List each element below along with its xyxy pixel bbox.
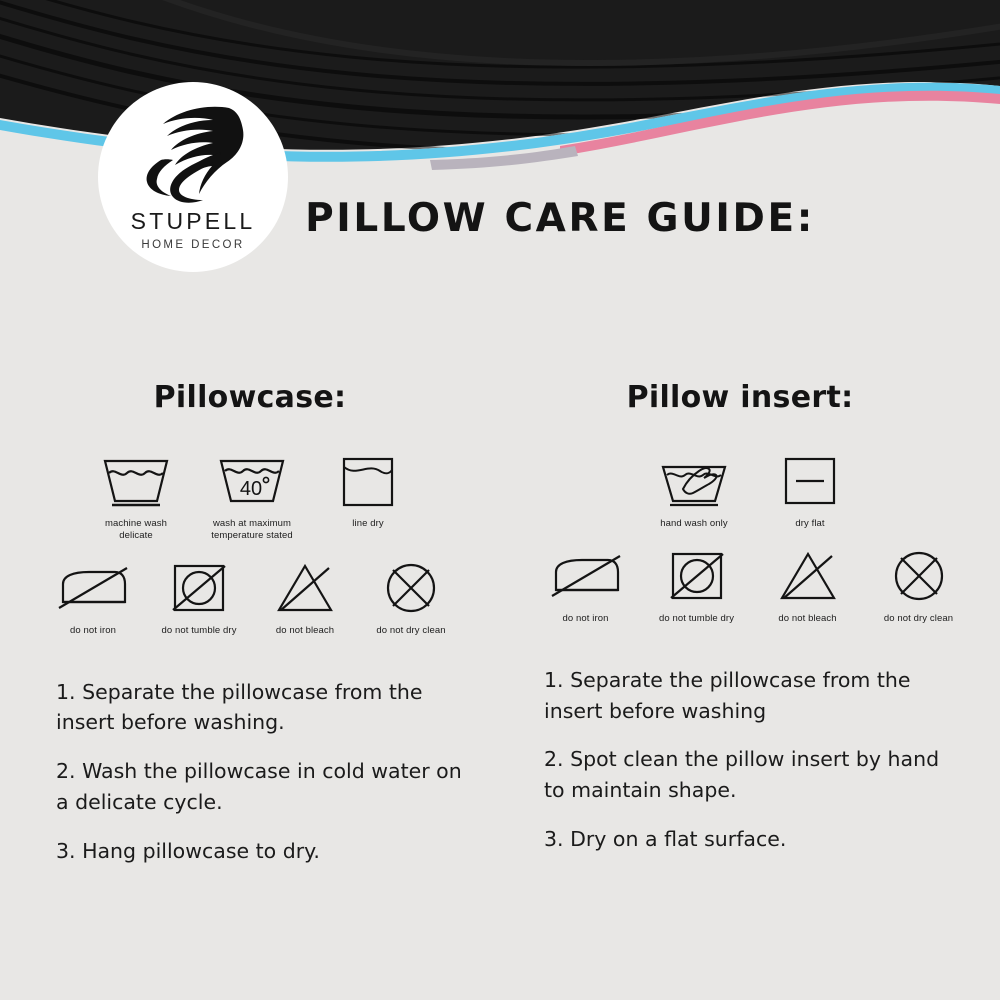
- caption-hand-wash-only: hand wash only: [660, 518, 728, 529]
- caption-do-not-tumble-dry-left: do not tumble dry: [161, 624, 237, 636]
- caption-do-not-bleach-left: do not bleach: [275, 624, 335, 636]
- do-not-bleach-icon: [776, 546, 840, 606]
- dry-flat-icon: [780, 451, 840, 511]
- instruction-item: 1. Separate the pillowcase from the insert before washing: [544, 667, 911, 723]
- caption-do-not-iron-left: do not iron: [70, 624, 116, 636]
- stupell-swirl-logo-icon: [133, 102, 253, 206]
- symbol-do-not-tumble-dry-left: [156, 558, 242, 637]
- symbol-hand-wash-only: [646, 451, 742, 530]
- do-not-iron-icon: [55, 558, 131, 618]
- instruction-item: 2. Spot clean the pillow insert by hand to maintain shape.: [544, 747, 940, 802]
- caption-do-not-tumble-dry-right: do not tumble dry: [658, 612, 735, 624]
- instruction-item: 3. Dry on a flat surface.: [544, 826, 787, 851]
- caption-do-not-bleach-right: do not bleach: [778, 612, 837, 624]
- machine-wash-delicate-icon: [99, 451, 173, 511]
- caption-line-dry: line dry: [352, 518, 384, 529]
- caption-dry-flat: dry flat: [795, 518, 825, 529]
- column-title-pillowcase: Pillowcase:: [153, 380, 347, 415]
- symbol-do-not-bleach-right: [762, 546, 853, 625]
- brand-name: STUPELL: [130, 208, 256, 234]
- caption-do-not-iron-right: do not iron: [562, 612, 609, 624]
- line-dry-icon: [337, 451, 399, 511]
- caption-do-not-dry-clean-right: do not dry clean: [883, 612, 954, 624]
- symbol-row-pillowcase-1: [50, 451, 500, 542]
- symbol-dry-flat: [762, 451, 858, 530]
- do-not-iron-icon: [548, 546, 624, 606]
- brand-tagline: HOME DECOR: [141, 239, 245, 251]
- symbol-do-not-bleach-left: [262, 558, 348, 637]
- do-not-tumble-dry-icon: [169, 558, 229, 618]
- caption-do-not-dry-clean-left: do not dry clean: [376, 624, 446, 636]
- do-not-tumble-dry-icon: [667, 546, 727, 606]
- symbol-wash-at-40: [204, 451, 300, 542]
- symbol-do-not-iron-left: [50, 558, 136, 637]
- symbol-row-insert-2: [540, 546, 1000, 625]
- instruction-item: 3. Hang pillowcase to dry.: [56, 838, 320, 863]
- symbol-row-pillowcase-2: [50, 558, 500, 637]
- symbol-machine-wash-delicate: [88, 451, 184, 542]
- instructions-pillowcase: [50, 677, 500, 867]
- svg-text:40: 40: [239, 478, 263, 500]
- symbol-do-not-tumble-dry-right: [651, 546, 742, 625]
- column-pillowcase: [0, 380, 500, 884]
- wash-at-40-degrees-icon: [215, 451, 289, 511]
- do-not-dry-clean-icon: [890, 546, 948, 606]
- brand-logo-badge: [98, 82, 288, 272]
- symbol-do-not-iron-right: [540, 546, 631, 625]
- symbol-row-insert-1: [540, 451, 1000, 530]
- instructions-pillow-insert: [540, 665, 1000, 855]
- do-not-bleach-icon: [273, 558, 337, 618]
- caption-wash-at-40: wash at maximum temperature stated: [211, 518, 293, 541]
- instruction-item: 2. Wash the pillowcase in cold water on a delicate cycle.: [56, 759, 462, 814]
- care-columns: [0, 380, 1000, 884]
- caption-machine-wash-delicate: machine wash delicate: [105, 518, 167, 541]
- page-title: PILLOW CARE GUIDE:: [305, 196, 815, 241]
- do-not-dry-clean-icon: [382, 558, 440, 618]
- symbol-do-not-dry-clean-left: [368, 558, 454, 637]
- hand-wash-only-icon: [657, 451, 731, 511]
- column-title-pillow-insert: Pillow insert:: [626, 380, 854, 415]
- symbol-do-not-dry-clean-right: [873, 546, 964, 625]
- instruction-item: 1. Separate the pillowcase from the insert before washing.: [56, 679, 423, 735]
- column-pillow-insert: [500, 380, 1000, 884]
- symbol-line-dry: [320, 451, 416, 530]
